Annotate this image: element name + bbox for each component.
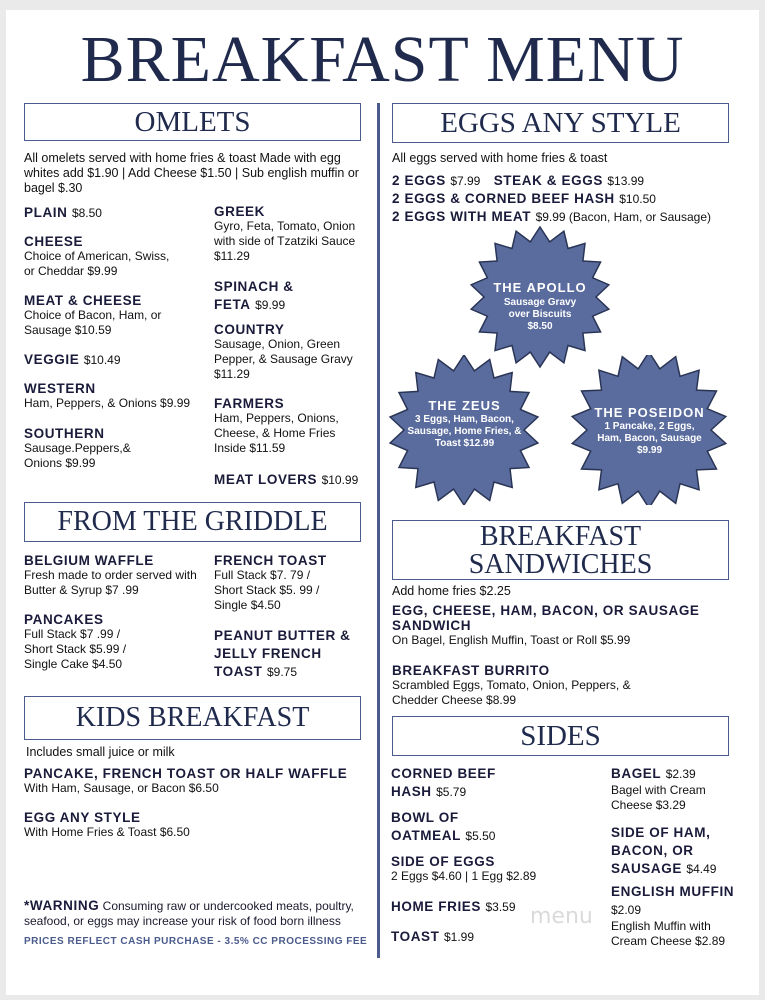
page-title: BREAKFAST MENU (80, 23, 685, 96)
item-name: BREAKFAST BURRITO (392, 663, 550, 678)
item-name: PEANUT BUTTER & JELLY FRENCH TOAST (214, 628, 351, 679)
menu-item (214, 396, 354, 456)
item-price: $9.99 (255, 298, 286, 312)
item-name: FARMERS (214, 396, 285, 411)
watermark: menu (530, 904, 593, 929)
item-price: $2.09 (611, 903, 642, 917)
special-desc: 3 Eggs, Ham, Bacon, Sausage, Home Fries, & Toast $12.99 (407, 414, 522, 449)
item-name: BOWL OF OATMEAL (391, 810, 461, 843)
item-price: $3.59 (485, 900, 516, 914)
item-price: $7.99 (450, 174, 481, 188)
menu-item (24, 612, 144, 672)
item-name: SPINACH & FETA (214, 279, 294, 312)
item-name: 2 EGGS (392, 173, 446, 188)
item-name: FRENCH TOAST (214, 553, 327, 568)
item-name: STEAK & EGGS (493, 173, 603, 188)
item-name: CORNED BEEF HASH (391, 766, 496, 799)
item-desc: Ham, Peppers, & Onions $9.99 (24, 396, 191, 410)
special-name: THE ZEUS (428, 398, 501, 413)
item-name: EGG, CHEESE, HAM, BACON, OR SAUSAGE SANDWICH (392, 603, 700, 633)
column-divider (377, 103, 380, 958)
item-price: $5.79 (436, 785, 467, 799)
menu-item (611, 824, 736, 878)
item-desc: Choice of American, Swiss, or Cheddar $9.99 (24, 249, 170, 278)
eggs-intro: All eggs served with home fries & toast (392, 151, 608, 165)
item-desc: On Bagel, English Muffin, Toast or Roll $5.99 (392, 633, 631, 647)
menu-item (24, 810, 374, 840)
omlets-header: OMLETS (24, 103, 361, 141)
special-apollo (470, 225, 610, 370)
menu-item (24, 204, 204, 222)
item-desc: Fresh made to order served with Butter & Syrup $7 .99 (24, 568, 197, 597)
item-name: BELGIUM WAFFLE (24, 553, 154, 568)
menu-item (392, 208, 757, 226)
item-name: VEGGIE (24, 352, 80, 367)
menu-item (611, 765, 741, 813)
special-name: THE POSEIDON (594, 405, 705, 420)
sandwiches-header: BREAKFAST SANDWICHES (392, 520, 729, 580)
item-name: MEAT LOVERS (214, 472, 318, 487)
item-name: SIDE OF EGGS (391, 854, 495, 869)
menu-item (214, 278, 334, 314)
item-desc: With Ham, Sausage, or Bacon $6.50 (24, 781, 219, 795)
item-price: $10.99 (321, 473, 359, 487)
item-name: CHEESE (24, 234, 84, 249)
sandwiches-intro: Add home fries $2.25 (392, 584, 511, 598)
menu-item (24, 293, 164, 338)
item-desc: 2 Eggs $4.60 | 1 Egg $2.89 (391, 869, 537, 883)
special-name: THE APOLLO (493, 280, 587, 295)
item-desc: Scrambled Eggs, Tomato, Onion, Peppers, & Chedder Cheese $8.99 (392, 678, 631, 707)
menu-item (214, 553, 334, 613)
item-price: $13.99 (607, 174, 645, 188)
item-name: 2 EGGS & CORNED BEEF HASH (392, 191, 615, 206)
item-name: GREEK (214, 204, 266, 219)
item-desc: Sausage.Peppers,& Onions $9.99 (24, 441, 131, 470)
menu-item (24, 553, 209, 598)
kids-header: KIDS BREAKFAST (24, 696, 361, 740)
warning-note: *WARNING Consuming raw or undercooked meats, poultry, seafood, or eggs may increase your risk of food born illness (24, 898, 354, 928)
item-price: $9.99 (Bacon, Ham, or Sausage) (535, 210, 711, 224)
special-poseidon (567, 355, 732, 505)
item-desc: Choice of Bacon, Ham, or Sausage $10.59 (24, 308, 162, 337)
item-name: EGG ANY STYLE (24, 810, 141, 825)
item-price: $2.39 (665, 767, 696, 781)
menu-item (392, 663, 662, 708)
menu-item (392, 190, 752, 208)
item-price: $5.50 (465, 829, 496, 843)
menu-item (214, 627, 364, 681)
item-desc: Ham, Peppers, Onions, Cheese, & Home Fries Inside $11.59 (214, 411, 339, 455)
item-price: $4.49 (686, 862, 717, 876)
item-desc: English Muffin with Cream Cheese $2.89 (611, 919, 726, 948)
item-name: HOME FRIES (391, 899, 482, 914)
item-name: 2 EGGS WITH MEAT (392, 209, 532, 224)
menu-item (391, 928, 591, 946)
item-name: TOAST (391, 929, 440, 944)
menu-item (24, 381, 209, 411)
item-desc: Bagel with Cream Cheese $3.29 (611, 783, 706, 812)
item-name: ENGLISH MUFFIN (611, 884, 735, 899)
item-price: $9.75 (266, 665, 297, 679)
kids-intro: Includes small juice or milk (26, 745, 175, 759)
griddle-header: FROM THE GRIDDLE (24, 502, 361, 542)
item-name: COUNTRY (214, 322, 285, 337)
item-name: SIDE OF HAM, BACON, OR SAUSAGE (611, 825, 711, 876)
menu-item (24, 351, 204, 369)
cash-note: PRICES REFLECT CASH PURCHASE - 3.5% CC PROCESSING FEE (24, 936, 368, 947)
menu-item (391, 809, 511, 845)
menu-item (24, 766, 374, 796)
menu-item (392, 172, 752, 190)
item-desc: Full Stack $7 .99 / Short Stack $5.99 / Single Cake $4.50 (24, 627, 127, 671)
menu-item (214, 204, 369, 264)
item-desc: Gyro, Feta, Tomato, Onion with side of Tzatziki Sauce $11.29 (214, 219, 356, 263)
menu-item (214, 471, 374, 489)
item-name: BAGEL (611, 766, 662, 781)
item-price: $10.49 (83, 353, 121, 367)
menu-item (391, 765, 511, 801)
special-desc: 1 Pancake, 2 Eggs, Ham, Bacon, Sausage $9.99 (597, 421, 702, 456)
eggs-header: EGGS ANY STYLE (392, 103, 729, 143)
special-desc: Sausage Gravy over Biscuits $8.50 (503, 297, 577, 332)
item-price: $10.50 (619, 192, 656, 206)
omlets-intro: All omelets served with home fries & toast Made with egg whites add $1.90 | Add Cheese $1.50 | Sub english muffin or bagel $.30 (24, 151, 359, 195)
item-desc: With Home Fries & Toast $6.50 (24, 825, 190, 839)
sides-header: SIDES (392, 716, 729, 756)
menu-item (24, 234, 174, 279)
special-zeus (387, 355, 542, 505)
item-name: PANCAKES (24, 612, 104, 627)
item-name: MEAT & CHEESE (24, 293, 142, 308)
item-name: SOUTHERN (24, 426, 105, 441)
item-desc: Full Stack $7. 79 / Short Stack $5. 99 / Single $4.50 (214, 568, 320, 612)
item-price: $1.99 (443, 930, 474, 944)
item-name: PLAIN (24, 205, 68, 220)
item-name: WESTERN (24, 381, 96, 396)
menu-item (391, 854, 591, 884)
item-desc: Sausage, Onion, Green Pepper, & Sausage Gravy $11.29 (214, 337, 353, 381)
item-name: PANCAKE, FRENCH TOAST OR HALF WAFFLE (24, 766, 348, 781)
menu-item (611, 883, 741, 949)
menu-item (392, 603, 737, 648)
menu-item (24, 426, 144, 471)
item-price: $8.50 (71, 206, 102, 220)
menu-item (214, 322, 354, 382)
